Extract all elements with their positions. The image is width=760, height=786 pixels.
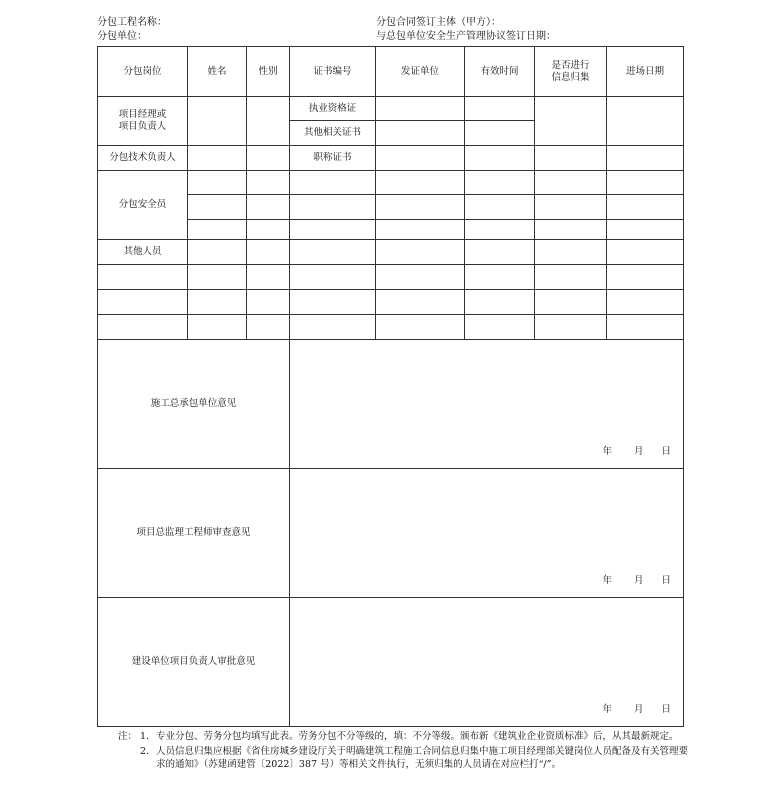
date-day: 日 (661, 575, 671, 586)
date-day: 日 (661, 446, 671, 457)
table-cell[interactable] (465, 146, 535, 171)
role-pm-line1: 项目经理或 (118, 109, 167, 120)
col-header-gender: 性别 (247, 47, 290, 97)
table-cell[interactable] (247, 265, 290, 290)
table-cell[interactable] (376, 265, 465, 290)
table-cell[interactable] (535, 146, 607, 171)
project-name-label: 分包工程名称： (97, 17, 167, 28)
pm-validity-cell-2[interactable] (465, 121, 535, 146)
role-others: 其他人员 (98, 240, 188, 265)
pm-info-cell[interactable] (535, 97, 607, 146)
pm-validity-cell[interactable] (465, 97, 535, 121)
header-row (98, 47, 684, 97)
table-cell[interactable] (465, 240, 535, 265)
pm-issuer-cell[interactable] (376, 97, 465, 121)
role-pm-line2: 项目负责人 (118, 121, 167, 132)
opinion-date-contractor (602, 446, 671, 458)
table-cell[interactable] (607, 265, 684, 290)
table-cell[interactable] (465, 315, 535, 340)
opinion-date-owner (602, 704, 671, 716)
col-header-name: 姓名 (188, 47, 247, 97)
table-row (98, 171, 684, 195)
col-header-issuer: 发证单位 (376, 47, 465, 97)
opinion-area-contractor[interactable] (290, 340, 684, 469)
footnote-number: 2. (140, 746, 150, 757)
table-cell[interactable] (376, 146, 465, 171)
table-cell[interactable] (607, 171, 684, 195)
table-cell[interactable] (188, 290, 247, 315)
opinion-label-supervisor: 项目总监理工程师审查意见 (98, 469, 290, 598)
table-cell[interactable] (98, 290, 188, 315)
table-cell[interactable] (535, 315, 607, 340)
table-cell[interactable] (465, 220, 535, 240)
col-header-info-line2: 信息归集 (551, 71, 590, 83)
footnote-2 (118, 745, 688, 771)
table-cell[interactable] (290, 195, 376, 220)
table-cell[interactable] (290, 290, 376, 315)
table-cell[interactable] (290, 171, 376, 195)
table-cell[interactable] (98, 265, 188, 290)
footnote-text: 人员信息归集应根据《省住房城乡建设厅关于明确建筑工程施工合同信息归集中施工项目经理部关键岗位人员配备及有关管理要求的通知》（苏建函建管〔2022〕387 号）等相关文件执行，无须归集的人员请在对应栏打“/”。 (156, 746, 689, 770)
table-cell[interactable] (376, 290, 465, 315)
table-cell[interactable] (465, 265, 535, 290)
sub-unit-label: 分包单位： (97, 31, 147, 42)
opinion-label-contractor: 施工总承包单位意见 (98, 340, 290, 469)
table-cell[interactable] (376, 195, 465, 220)
table-cell[interactable] (376, 171, 465, 195)
table-cell[interactable] (290, 240, 376, 265)
opinion-area-supervisor[interactable] (290, 469, 684, 598)
table-cell[interactable] (607, 240, 684, 265)
table-cell[interactable] (535, 265, 607, 290)
role-tech: 分包技术负责人 (98, 146, 188, 171)
table-cell[interactable] (376, 240, 465, 265)
contract-party-label: 分包合同签订主体（甲方）： (376, 17, 501, 28)
table-cell[interactable] (188, 171, 247, 195)
footnote-1 (118, 730, 688, 743)
footnote-prefix: 注： (118, 731, 138, 742)
table-cell[interactable] (607, 315, 684, 340)
table-cell[interactable] (535, 220, 607, 240)
date-month: 月 (633, 704, 644, 715)
table-cell[interactable] (247, 220, 290, 240)
table-row (98, 240, 684, 265)
table-cell[interactable] (247, 290, 290, 315)
role-safety: 分包安全员 (98, 171, 188, 240)
table-cell[interactable] (188, 220, 247, 240)
table-row (98, 265, 684, 290)
personnel-table (97, 46, 684, 727)
opinion-date-supervisor (602, 575, 671, 587)
table-row (98, 315, 684, 340)
table-cell[interactable] (535, 240, 607, 265)
table-cell[interactable] (188, 315, 247, 340)
cert-practice: 执业资格证 (290, 97, 376, 121)
table-cell[interactable] (376, 220, 465, 240)
col-header-role: 分包岗位 (98, 47, 188, 97)
table-cell[interactable] (535, 290, 607, 315)
opinion-row-owner (98, 598, 684, 727)
table-cell[interactable] (188, 265, 247, 290)
table-cell[interactable] (188, 146, 247, 171)
table-cell[interactable] (290, 220, 376, 240)
table-cell[interactable] (535, 195, 607, 220)
date-month: 月 (633, 446, 644, 457)
col-header-entry-date: 进场日期 (607, 47, 684, 97)
cert-title: 职称证书 (290, 146, 376, 171)
col-header-info-line1: 是否进行 (551, 59, 590, 71)
table-cell[interactable] (607, 195, 684, 220)
col-header-cert-no: 证书编号 (290, 47, 376, 97)
date-year: 年 (602, 704, 612, 715)
table-cell[interactable] (98, 315, 188, 340)
date-year: 年 (602, 446, 612, 457)
table-row (98, 146, 684, 171)
table-cell[interactable] (535, 171, 607, 195)
table-cell[interactable] (188, 195, 247, 220)
pm-name-cell[interactable] (188, 97, 247, 146)
footnotes (118, 730, 688, 771)
table-cell[interactable] (247, 195, 290, 220)
table-row (98, 97, 684, 121)
table-row (98, 290, 684, 315)
pm-gender-cell[interactable] (247, 97, 290, 146)
table-cell[interactable] (247, 240, 290, 265)
table-cell[interactable] (247, 315, 290, 340)
opinion-row-contractor (98, 340, 684, 469)
col-header-info-collect (535, 47, 607, 97)
col-header-validity: 有效时间 (465, 47, 535, 97)
opinion-row-supervisor (98, 469, 684, 598)
footnote-text: 专业分包、劳务分包均填写此表。劳务分包不分等级的，填：不分等级。颁布新《建筑业企业资质标准》后，从其最新规定。 (156, 731, 679, 742)
opinion-label-owner: 建设单位项目负责人审批意见 (98, 598, 290, 727)
table-cell[interactable] (188, 240, 247, 265)
table-cell[interactable] (247, 146, 290, 171)
table-cell[interactable] (247, 171, 290, 195)
table-cell[interactable] (465, 290, 535, 315)
table-cell[interactable] (607, 290, 684, 315)
role-pm (98, 97, 188, 146)
table-cell[interactable] (290, 265, 376, 290)
table-cell[interactable] (607, 220, 684, 240)
pm-issuer-cell-2[interactable] (376, 121, 465, 146)
table-cell[interactable] (290, 315, 376, 340)
date-day: 日 (661, 704, 671, 715)
table-cell[interactable] (465, 171, 535, 195)
date-year: 年 (602, 575, 612, 586)
opinion-area-owner[interactable] (290, 598, 684, 727)
cert-other: 其他相关证书 (290, 121, 376, 146)
date-month: 月 (633, 575, 644, 586)
pm-entry-cell[interactable] (607, 97, 684, 146)
footnote-number: 1. (140, 731, 150, 742)
table-cell[interactable] (465, 195, 535, 220)
table-cell[interactable] (376, 315, 465, 340)
table-cell[interactable] (607, 146, 684, 171)
agreement-date-label: 与总包单位安全生产管理协议签订日期： (376, 31, 556, 42)
